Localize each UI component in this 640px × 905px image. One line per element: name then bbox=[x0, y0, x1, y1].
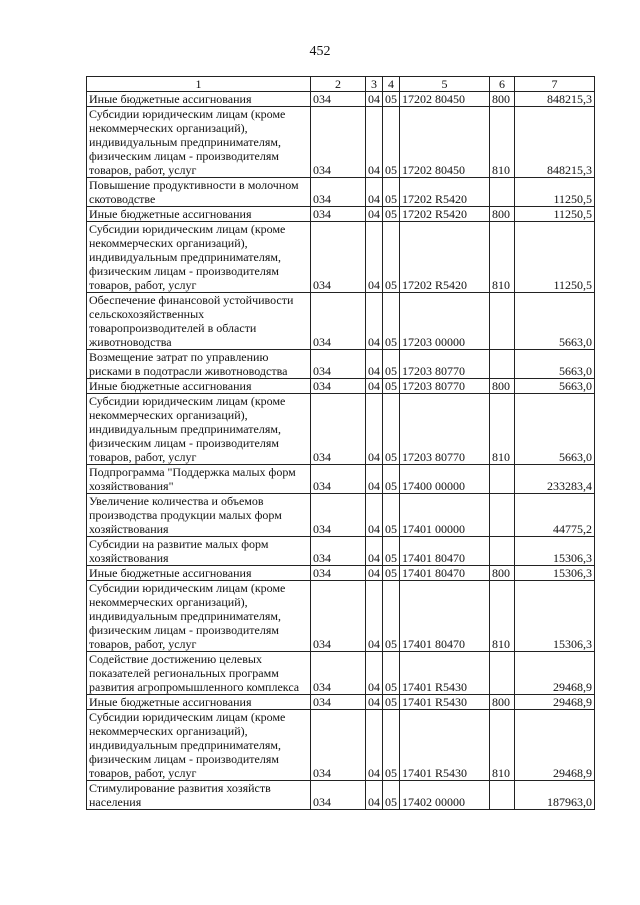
expense-type-code: 800 bbox=[490, 379, 515, 394]
subsection-code: 05 bbox=[383, 652, 400, 695]
expense-type-code bbox=[490, 350, 515, 379]
row-description: Субсидии юридическим лицам (кроме некоммерческих организаций), индивидуальным предпринимателям, физическим лицам - производителям товаров, работ, услуг bbox=[87, 107, 311, 178]
section-code: 04 bbox=[366, 537, 383, 566]
column-header: 1 bbox=[87, 77, 311, 92]
ministry-code: 034 bbox=[311, 652, 366, 695]
row-description: Субсидии юридическим лицам (кроме некоммерческих организаций), индивидуальным предпринимателям, физическим лицам - производителям товаров, работ, услуг bbox=[87, 710, 311, 781]
subsection-code: 05 bbox=[383, 207, 400, 222]
row-description: Субсидии юридическим лицам (кроме некоммерческих организаций), индивидуальным предпринимателям, физическим лицам - производителям товаров, работ, услуг bbox=[87, 394, 311, 465]
amount: 5663,0 bbox=[515, 394, 595, 465]
subsection-code: 05 bbox=[383, 566, 400, 581]
amount: 29468,9 bbox=[515, 652, 595, 695]
target-article-code: 17401 R5430 bbox=[400, 710, 490, 781]
row-description: Субсидии юридическим лицам (кроме некоммерческих организаций), индивидуальным предпринимателям, физическим лицам - производителям товаров, работ, услуг bbox=[87, 222, 311, 293]
section-code: 04 bbox=[366, 465, 383, 494]
target-article-code: 17202 R5420 bbox=[400, 222, 490, 293]
column-header: 7 bbox=[515, 77, 595, 92]
expense-type-code: 810 bbox=[490, 581, 515, 652]
amount: 29468,9 bbox=[515, 695, 595, 710]
target-article-code: 17203 80770 bbox=[400, 394, 490, 465]
amount: 5663,0 bbox=[515, 350, 595, 379]
amount: 11250,5 bbox=[515, 222, 595, 293]
expense-type-code: 800 bbox=[490, 566, 515, 581]
target-article-code: 17401 R5430 bbox=[400, 695, 490, 710]
table-row bbox=[87, 207, 595, 222]
table-row bbox=[87, 566, 595, 581]
target-article-code: 17202 80450 bbox=[400, 92, 490, 107]
target-article-code: 17400 00000 bbox=[400, 465, 490, 494]
section-code: 04 bbox=[366, 710, 383, 781]
row-description: Повышение продуктивности в молочном скотоводстве bbox=[87, 178, 311, 207]
ministry-code: 034 bbox=[311, 566, 366, 581]
section-code: 04 bbox=[366, 178, 383, 207]
table-row bbox=[87, 394, 595, 465]
amount: 233283,4 bbox=[515, 465, 595, 494]
expense-type-code: 810 bbox=[490, 710, 515, 781]
ministry-code: 034 bbox=[311, 379, 366, 394]
row-description: Возмещение затрат по управлению рисками в подотрасли животноводства bbox=[87, 350, 311, 379]
amount: 44775,2 bbox=[515, 494, 595, 537]
target-article-code: 17401 00000 bbox=[400, 494, 490, 537]
ministry-code: 034 bbox=[311, 581, 366, 652]
page-number: 452 bbox=[309, 44, 331, 59]
expense-type-code: 800 bbox=[490, 207, 515, 222]
expense-type-code bbox=[490, 465, 515, 494]
target-article-code: 17202 R5420 bbox=[400, 178, 490, 207]
amount: 187963,0 bbox=[515, 781, 595, 810]
column-header: 4 bbox=[383, 77, 400, 92]
expense-type-code bbox=[490, 293, 515, 350]
row-description: Субсидии на развитие малых форм хозяйствования bbox=[87, 537, 311, 566]
target-article-code: 17203 80770 bbox=[400, 350, 490, 379]
ministry-code: 034 bbox=[311, 107, 366, 178]
amount: 15306,3 bbox=[515, 537, 595, 566]
ministry-code: 034 bbox=[311, 293, 366, 350]
section-code: 04 bbox=[366, 781, 383, 810]
section-code: 04 bbox=[366, 207, 383, 222]
amount: 15306,3 bbox=[515, 581, 595, 652]
row-description: Содействие достижению целевых показателей региональных программ развития агропромышленного комплекса bbox=[87, 652, 311, 695]
subsection-code: 05 bbox=[383, 781, 400, 810]
row-description: Увеличение количества и объемов производства продукции малых форм хозяйствования bbox=[87, 494, 311, 537]
table-row bbox=[87, 178, 595, 207]
row-description: Иные бюджетные ассигнования bbox=[87, 695, 311, 710]
target-article-code: 17202 80450 bbox=[400, 107, 490, 178]
expense-type-code: 810 bbox=[490, 222, 515, 293]
budget-table bbox=[86, 76, 595, 810]
ministry-code: 034 bbox=[311, 465, 366, 494]
ministry-code: 034 bbox=[311, 781, 366, 810]
expense-type-code: 800 bbox=[490, 92, 515, 107]
row-description: Иные бюджетные ассигнования bbox=[87, 207, 311, 222]
target-article-code: 17401 R5430 bbox=[400, 652, 490, 695]
table-row bbox=[87, 581, 595, 652]
subsection-code: 05 bbox=[383, 222, 400, 293]
row-description: Иные бюджетные ассигнования bbox=[87, 92, 311, 107]
table-row bbox=[87, 107, 595, 178]
ministry-code: 034 bbox=[311, 394, 366, 465]
target-article-code: 17203 00000 bbox=[400, 293, 490, 350]
expense-type-code: 810 bbox=[490, 394, 515, 465]
ministry-code: 034 bbox=[311, 494, 366, 537]
subsection-code: 05 bbox=[383, 465, 400, 494]
row-description: Подпрограмма "Поддержка малых форм хозяйствования" bbox=[87, 465, 311, 494]
expense-type-code bbox=[490, 537, 515, 566]
ministry-code: 034 bbox=[311, 695, 366, 710]
section-code: 04 bbox=[366, 695, 383, 710]
section-code: 04 bbox=[366, 652, 383, 695]
subsection-code: 05 bbox=[383, 293, 400, 350]
expense-type-code bbox=[490, 652, 515, 695]
amount: 848215,3 bbox=[515, 107, 595, 178]
expense-type-code: 810 bbox=[490, 107, 515, 178]
subsection-code: 05 bbox=[383, 494, 400, 537]
section-code: 04 bbox=[366, 581, 383, 652]
section-code: 04 bbox=[366, 394, 383, 465]
section-code: 04 bbox=[366, 92, 383, 107]
ministry-code: 034 bbox=[311, 207, 366, 222]
expense-type-code bbox=[490, 178, 515, 207]
expense-type-code: 800 bbox=[490, 695, 515, 710]
row-description: Стимулирование развития хозяйств населения bbox=[87, 781, 311, 810]
target-article-code: 17401 80470 bbox=[400, 566, 490, 581]
ministry-code: 034 bbox=[311, 710, 366, 781]
subsection-code: 05 bbox=[383, 394, 400, 465]
table-row bbox=[87, 293, 595, 350]
subsection-code: 05 bbox=[383, 710, 400, 781]
column-header: 6 bbox=[490, 77, 515, 92]
amount: 11250,5 bbox=[515, 207, 595, 222]
table-row bbox=[87, 781, 595, 810]
table-row bbox=[87, 695, 595, 710]
table-row bbox=[87, 222, 595, 293]
section-code: 04 bbox=[366, 222, 383, 293]
row-description: Субсидии юридическим лицам (кроме некоммерческих организаций), индивидуальным предпринимателям, физическим лицам - производителям товаров, работ, услуг bbox=[87, 581, 311, 652]
section-code: 04 bbox=[366, 379, 383, 394]
subsection-code: 05 bbox=[383, 178, 400, 207]
expense-type-code bbox=[490, 494, 515, 537]
amount: 5663,0 bbox=[515, 293, 595, 350]
table-row bbox=[87, 652, 595, 695]
subsection-code: 05 bbox=[383, 695, 400, 710]
subsection-code: 05 bbox=[383, 379, 400, 394]
section-code: 04 bbox=[366, 107, 383, 178]
subsection-code: 05 bbox=[383, 537, 400, 566]
table-row bbox=[87, 92, 595, 107]
table-row bbox=[87, 494, 595, 537]
amount: 15306,3 bbox=[515, 566, 595, 581]
table-row bbox=[87, 465, 595, 494]
amount: 11250,5 bbox=[515, 178, 595, 207]
ministry-code: 034 bbox=[311, 178, 366, 207]
section-code: 04 bbox=[366, 494, 383, 537]
target-article-code: 17401 80470 bbox=[400, 581, 490, 652]
target-article-code: 17202 R5420 bbox=[400, 207, 490, 222]
table-row bbox=[87, 379, 595, 394]
section-code: 04 bbox=[366, 293, 383, 350]
target-article-code: 17402 00000 bbox=[400, 781, 490, 810]
column-header: 2 bbox=[311, 77, 366, 92]
amount: 5663,0 bbox=[515, 379, 595, 394]
amount: 848215,3 bbox=[515, 92, 595, 107]
subsection-code: 05 bbox=[383, 350, 400, 379]
row-description: Иные бюджетные ассигнования bbox=[87, 379, 311, 394]
ministry-code: 034 bbox=[311, 537, 366, 566]
target-article-code: 17401 80470 bbox=[400, 537, 490, 566]
column-header: 3 bbox=[366, 77, 383, 92]
table-body bbox=[87, 92, 595, 810]
subsection-code: 05 bbox=[383, 107, 400, 178]
row-description: Иные бюджетные ассигнования bbox=[87, 566, 311, 581]
ministry-code: 034 bbox=[311, 222, 366, 293]
expense-type-code bbox=[490, 781, 515, 810]
subsection-code: 05 bbox=[383, 92, 400, 107]
column-header: 5 bbox=[400, 77, 490, 92]
subsection-code: 05 bbox=[383, 581, 400, 652]
ministry-code: 034 bbox=[311, 350, 366, 379]
table-row bbox=[87, 537, 595, 566]
header-row bbox=[87, 77, 595, 92]
ministry-code: 034 bbox=[311, 92, 366, 107]
amount: 29468,9 bbox=[515, 710, 595, 781]
table-row bbox=[87, 710, 595, 781]
section-code: 04 bbox=[366, 350, 383, 379]
table-row bbox=[87, 350, 595, 379]
target-article-code: 17203 80770 bbox=[400, 379, 490, 394]
section-code: 04 bbox=[366, 566, 383, 581]
row-description: Обеспечение финансовой устойчивости сельскохозяйственных товаропроизводителей в области животноводства bbox=[87, 293, 311, 350]
